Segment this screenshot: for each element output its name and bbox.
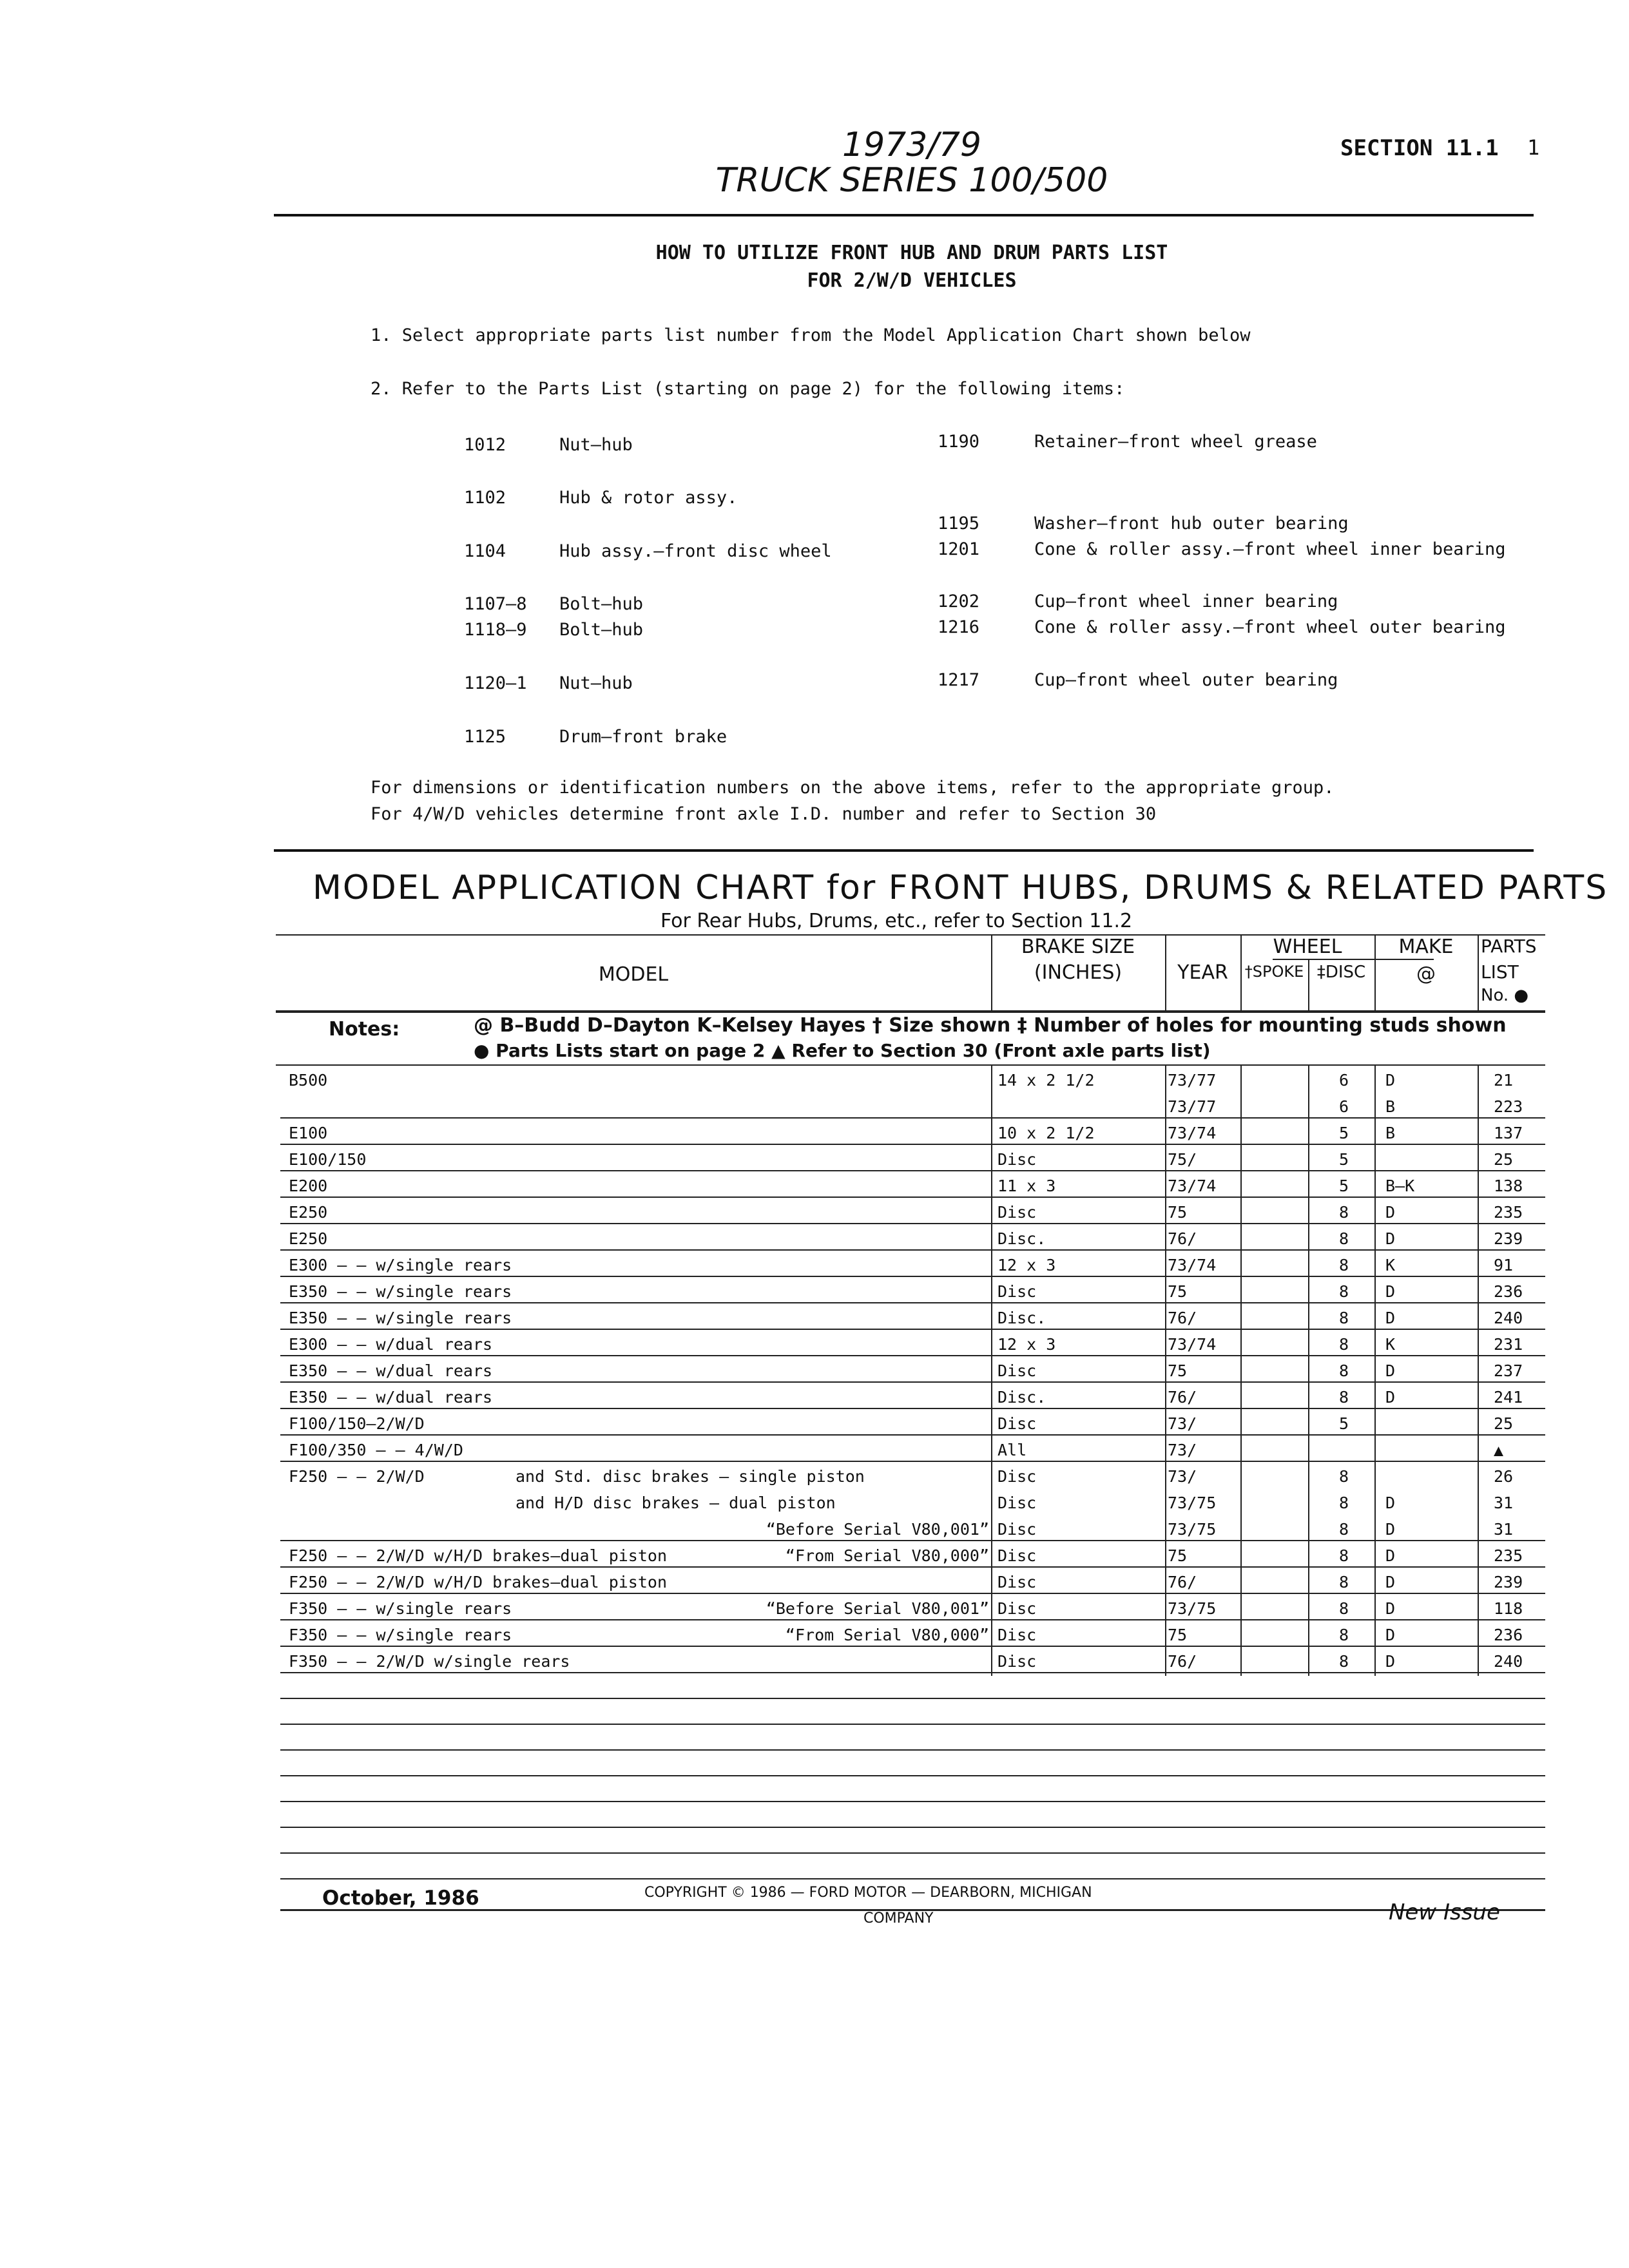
cell-disc-holes: 8 <box>1339 1229 1349 1248</box>
howto-note-1: For dimensions or identification numbers on the above items, refer to the appropriate group. <box>371 778 1335 798</box>
cell-year: 73/74 <box>1168 1124 1217 1142</box>
cell-year: 75 <box>1168 1361 1188 1380</box>
cell-brake-size: Disc <box>998 1282 1037 1301</box>
cell-year: 73/74 <box>1168 1256 1217 1274</box>
cell-brake-size: 11 x 3 <box>998 1177 1056 1195</box>
part-item-description: Cup–front wheel outer bearing <box>1034 670 1338 690</box>
blank-rule <box>280 1724 1545 1725</box>
cell-year: 73/ <box>1168 1441 1197 1459</box>
cell-disc-holes: 5 <box>1339 1177 1349 1195</box>
cell-brake-size: Disc <box>998 1414 1037 1433</box>
chart-subtitle: For Rear Hubs, Drums, etc., refer to Section 11.2 <box>660 910 1133 932</box>
cell-year: 73/75 <box>1168 1599 1217 1618</box>
cell-disc-holes: 8 <box>1339 1546 1349 1565</box>
cell-make: D <box>1385 1599 1396 1618</box>
row-rule <box>280 1329 1545 1330</box>
part-item-number: 1125 <box>464 727 506 747</box>
document-series: TRUCK SERIES 100/500 <box>715 161 1108 200</box>
notes-legend-line2: ● Parts Lists start on page 2 ▲ Refer to Section 30 (Front axle parts list) <box>474 1040 1211 1061</box>
cell-disc-holes: 5 <box>1339 1414 1349 1433</box>
cell-disc-holes: 8 <box>1339 1494 1349 1512</box>
cell-brake-size: Disc <box>998 1573 1037 1591</box>
notes-legend-line1: @ B–Budd D–Dayton K–Kelsey Hayes † Size shown ‡ Number of holes for mounting studs shown <box>474 1014 1507 1037</box>
blank-rule <box>280 1852 1545 1854</box>
col-header-brake-units: (INCHES) <box>1034 961 1123 984</box>
cell-parts-list-no: 25 <box>1494 1150 1514 1169</box>
cell-make: D <box>1385 1071 1396 1090</box>
cell-parts-list-no: 239 <box>1494 1229 1523 1248</box>
part-item-description: Bolt–hub <box>559 620 644 640</box>
col-header-make-symbol: @ <box>1416 963 1436 985</box>
cell-disc-holes: 8 <box>1339 1467 1349 1486</box>
col-header-model: MODEL <box>598 963 669 986</box>
footer-date: October, 1986 <box>322 1887 479 1910</box>
part-item-description: Cone & roller assy.–front wheel outer bearing <box>1034 617 1506 637</box>
howto-step-1: 1. Select appropriate parts list number from the Model Application Chart shown below <box>371 325 1251 345</box>
blank-rule <box>280 1698 1545 1699</box>
cell-parts-list-no: 31 <box>1494 1494 1514 1512</box>
cell-disc-holes: 5 <box>1339 1150 1349 1169</box>
row-rule <box>280 1566 1545 1568</box>
row-rule <box>280 1196 1545 1198</box>
cell-brake-size: All <box>998 1441 1027 1459</box>
cell-model: E250 <box>289 1229 328 1248</box>
cell-make: B–K <box>1385 1177 1415 1195</box>
row-rule <box>280 1408 1545 1409</box>
howto-note-2: For 4/W/D vehicles determine front axle I.D. number and refer to Section 30 <box>371 804 1157 824</box>
cell-model: E300 – – w/single rears <box>289 1256 512 1274</box>
part-item-description: Hub assy.–front disc wheel <box>559 541 832 561</box>
blank-rule <box>280 1878 1545 1879</box>
header-divider <box>1478 934 1479 1010</box>
cell-model: E250 <box>289 1203 328 1222</box>
part-item-number: 1120–1 <box>464 673 527 693</box>
footer-status: New Issue <box>1389 1899 1500 1925</box>
cell-parts-list-no: 25 <box>1494 1414 1514 1433</box>
part-item-number: 1216 <box>938 617 980 637</box>
row-rule <box>280 1302 1545 1303</box>
part-item-number: 1201 <box>938 539 980 559</box>
cell-model: E350 – – w/single rears <box>289 1309 512 1327</box>
column-divider <box>991 1064 992 1676</box>
row-rule <box>280 1540 1545 1541</box>
part-item-number: 1102 <box>464 488 506 508</box>
row-rule <box>280 1249 1545 1251</box>
part-item-number: 1202 <box>938 591 980 611</box>
cell-brake-size: Disc. <box>998 1309 1046 1327</box>
cell-make: K <box>1385 1335 1396 1354</box>
cell-disc-holes: 8 <box>1339 1573 1349 1591</box>
col-header-no: No. ● <box>1481 986 1529 1005</box>
cell-model: E200 <box>289 1177 328 1195</box>
cell-year: 73/ <box>1168 1467 1197 1486</box>
cell-parts-list-no: 236 <box>1494 1626 1523 1644</box>
cell-brake-size: Disc. <box>998 1229 1046 1248</box>
row-rule <box>280 1434 1545 1436</box>
cell-parts-list-no: 118 <box>1494 1599 1523 1618</box>
blank-rule <box>280 1749 1545 1751</box>
cell-parts-list-no: 26 <box>1494 1467 1514 1486</box>
row-rule <box>280 1381 1545 1383</box>
cell-brake-size: 12 x 3 <box>998 1335 1056 1354</box>
row-rule <box>280 1223 1545 1224</box>
row-rule <box>280 1117 1545 1119</box>
col-header-wheel: WHEEL <box>1273 936 1342 958</box>
cell-make: D <box>1385 1494 1396 1512</box>
cell-parts-list-no: 241 <box>1494 1388 1523 1407</box>
part-item-description: Nut–hub <box>559 435 633 455</box>
cell-year: 76/ <box>1168 1652 1197 1671</box>
cell-brake-size: Disc <box>998 1150 1037 1169</box>
cell-parts-list-no: 236 <box>1494 1282 1523 1301</box>
cell-model-note: and Std. disc brakes – single piston <box>516 1467 865 1486</box>
cell-model: F350 – – w/single rears <box>289 1626 512 1644</box>
col-header-make: MAKE <box>1398 936 1454 958</box>
cell-parts-list-no: 223 <box>1494 1097 1523 1116</box>
column-divider <box>1240 1064 1242 1676</box>
cell-disc-holes: 8 <box>1339 1652 1349 1671</box>
col-header-year: YEAR <box>1177 961 1228 984</box>
page-number: 1 <box>1527 135 1540 160</box>
cell-model-note: and H/D disc brakes – dual piston <box>516 1494 836 1512</box>
cell-year: 73/74 <box>1168 1335 1217 1354</box>
column-divider <box>1165 1064 1166 1676</box>
cell-disc-holes: 5 <box>1339 1124 1349 1142</box>
cell-year: 73/77 <box>1168 1097 1217 1116</box>
part-item-description: Drum–front brake <box>559 727 728 747</box>
row-rule <box>280 1646 1545 1647</box>
cell-parts-list-no: 237 <box>1494 1361 1523 1380</box>
cell-model: F250 – – 2/W/D w/H/D brakes–dual piston <box>289 1573 667 1591</box>
cell-brake-size: Disc <box>998 1546 1037 1565</box>
col-header-list: LIST <box>1481 961 1519 983</box>
howto-title-line2: FOR 2/W/D VEHICLES <box>807 269 1017 292</box>
cell-year: 73/ <box>1168 1414 1197 1433</box>
cell-disc-holes: 8 <box>1339 1282 1349 1301</box>
cell-make: D <box>1385 1309 1396 1327</box>
cell-disc-holes: 6 <box>1339 1097 1349 1116</box>
chart-title: MODEL APPLICATION CHART for FRONT HUBS, DRUMS & RELATED PARTS <box>313 869 1608 907</box>
footer-copyright: COPYRIGHT © 1986 — FORD MOTOR — DEARBORN, MICHIGAN <box>644 1885 1092 1901</box>
part-item-number: 1217 <box>938 670 980 690</box>
cell-serial-qualifier: “From Serial V80,000” <box>785 1546 989 1565</box>
cell-disc-holes: 8 <box>1339 1203 1349 1222</box>
cell-model: F350 – – w/single rears <box>289 1599 512 1618</box>
cell-parts-list-no: 31 <box>1494 1520 1514 1539</box>
cell-serial-qualifier: “Before Serial V80,001” <box>766 1520 989 1539</box>
cell-model: E350 – – w/dual rears <box>289 1361 493 1380</box>
cell-year: 75 <box>1168 1282 1188 1301</box>
cell-year: 76/ <box>1168 1388 1197 1407</box>
cell-make: D <box>1385 1282 1396 1301</box>
cell-parts-list-no: 235 <box>1494 1546 1523 1565</box>
cell-model: F100/150–2/W/D <box>289 1414 425 1433</box>
cell-brake-size: Disc <box>998 1626 1037 1644</box>
cell-brake-size: Disc <box>998 1520 1037 1539</box>
cell-brake-size: 14 x 2 1/2 <box>998 1071 1095 1090</box>
blank-rule <box>280 1775 1545 1776</box>
cell-parts-list-no: 137 <box>1494 1124 1523 1142</box>
row-rule <box>280 1170 1545 1171</box>
cell-brake-size: Disc <box>998 1361 1037 1380</box>
cell-model: F250 – – 2/W/D <box>289 1467 425 1486</box>
column-divider <box>1308 1064 1309 1676</box>
cell-brake-size: Disc <box>998 1599 1037 1618</box>
cell-make: D <box>1385 1361 1396 1380</box>
cell-year: 76/ <box>1168 1573 1197 1591</box>
cell-make: D <box>1385 1546 1396 1565</box>
cell-brake-size: 12 x 3 <box>998 1256 1056 1274</box>
row-rule <box>280 1619 1545 1620</box>
cell-model: E350 – – w/single rears <box>289 1282 512 1301</box>
notes-bottom-rule <box>276 1064 1545 1066</box>
cell-serial-qualifier: “From Serial V80,000” <box>785 1626 989 1644</box>
cell-year: 73/74 <box>1168 1177 1217 1195</box>
cell-disc-holes: 8 <box>1339 1256 1349 1274</box>
cell-year: 75 <box>1168 1546 1188 1565</box>
cell-disc-holes: 8 <box>1339 1335 1349 1354</box>
row-rule <box>280 1144 1545 1145</box>
row-rule <box>280 1355 1545 1356</box>
howto-step-2: 2. Refer to the Parts List (starting on page 2) for the following items: <box>371 379 1125 399</box>
cell-parts-list-no: 91 <box>1494 1256 1514 1274</box>
cell-brake-size: 10 x 2 1/2 <box>998 1124 1095 1142</box>
part-item-description: Cone & roller assy.–front wheel inner bearing <box>1034 539 1506 559</box>
cell-model: F100/350 – – 4/W/D <box>289 1441 463 1459</box>
cell-disc-holes: 8 <box>1339 1388 1349 1407</box>
part-item-number: 1190 <box>938 432 980 452</box>
cell-parts-list-no: 21 <box>1494 1071 1514 1090</box>
cell-brake-size: Disc <box>998 1467 1037 1486</box>
cell-parts-list-no: 138 <box>1494 1177 1523 1195</box>
cell-year: 73/77 <box>1168 1071 1217 1090</box>
cell-disc-holes: 8 <box>1339 1520 1349 1539</box>
blank-rule <box>280 1827 1545 1828</box>
row-rule <box>280 1276 1545 1277</box>
part-item-description: Retainer–front wheel grease <box>1034 432 1317 452</box>
section-number: SECTION 11.1 <box>1340 135 1499 161</box>
cell-model: F350 – – 2/W/D w/single rears <box>289 1652 570 1671</box>
part-item-description: Bolt–hub <box>559 594 644 614</box>
cell-brake-size: Disc. <box>998 1388 1046 1407</box>
part-item-description: Hub & rotor assy. <box>559 488 738 508</box>
cell-make: B <box>1385 1097 1396 1116</box>
cell-disc-holes: 6 <box>1339 1071 1349 1090</box>
cell-disc-holes: 8 <box>1339 1361 1349 1380</box>
cell-year: 75/ <box>1168 1150 1197 1169</box>
cell-parts-list-no: 240 <box>1494 1652 1523 1671</box>
cell-year: 75 <box>1168 1626 1188 1644</box>
cell-year: 75 <box>1168 1203 1188 1222</box>
cell-disc-holes: 8 <box>1339 1626 1349 1644</box>
footer-copyright-company: COMPANY <box>863 1910 934 1927</box>
document-year: 1973/79 <box>842 126 982 164</box>
column-divider <box>1374 1064 1376 1676</box>
cell-parts-list-no: 235 <box>1494 1203 1523 1222</box>
col-header-brake-size: BRAKE SIZE <box>1021 936 1135 958</box>
cell-model: E350 – – w/dual rears <box>289 1388 493 1407</box>
cell-parts-list-no: 240 <box>1494 1309 1523 1327</box>
cell-parts-list-no: ▲ <box>1494 1441 1504 1459</box>
cell-brake-size: Disc <box>998 1652 1037 1671</box>
notes-label: Notes: <box>329 1018 400 1041</box>
blank-rule <box>280 1801 1545 1802</box>
cell-make: D <box>1385 1203 1396 1222</box>
row-rule <box>280 1593 1545 1594</box>
part-item-number: 1104 <box>464 541 506 561</box>
cell-make: D <box>1385 1229 1396 1248</box>
cell-model: B500 <box>289 1071 328 1090</box>
cell-model: E300 – – w/dual rears <box>289 1335 493 1354</box>
howto-title-line1: HOW TO UTILIZE FRONT HUB AND DRUM PARTS LIST <box>655 242 1168 264</box>
part-item-number: 1107–8 <box>464 594 527 614</box>
cell-brake-size: Disc <box>998 1494 1037 1512</box>
part-item-number: 1012 <box>464 435 506 455</box>
cell-make: D <box>1385 1520 1396 1539</box>
section-rule <box>274 849 1534 852</box>
col-header-disc: ‡DISC <box>1316 963 1366 982</box>
col-header-spoke: †SPOKE <box>1244 963 1304 981</box>
header-rule <box>274 214 1534 216</box>
cell-parts-list-no: 239 <box>1494 1573 1523 1591</box>
cell-year: 73/75 <box>1168 1494 1217 1512</box>
cell-make: B <box>1385 1124 1396 1142</box>
cell-make: D <box>1385 1652 1396 1671</box>
part-item-description: Cup–front wheel inner bearing <box>1034 591 1338 611</box>
row-rule <box>280 1672 1545 1673</box>
cell-model: E100 <box>289 1124 328 1142</box>
cell-year: 76/ <box>1168 1309 1197 1327</box>
part-item-number: 1195 <box>938 514 980 533</box>
row-rule <box>280 1461 1545 1462</box>
cell-model: E100/150 <box>289 1150 367 1169</box>
cell-make: K <box>1385 1256 1396 1274</box>
col-header-parts: PARTS <box>1481 936 1537 957</box>
cell-make: D <box>1385 1388 1396 1407</box>
column-divider <box>1478 1064 1479 1676</box>
cell-parts-list-no: 231 <box>1494 1335 1523 1354</box>
cell-year: 73/75 <box>1168 1520 1217 1539</box>
cell-year: 76/ <box>1168 1229 1197 1248</box>
cell-serial-qualifier: “Before Serial V80,001” <box>766 1599 989 1618</box>
cell-make: D <box>1385 1573 1396 1591</box>
wheel-subheader-rule <box>1273 959 1434 960</box>
header-bottom-rule <box>276 1010 1545 1013</box>
cell-brake-size: Disc <box>998 1203 1037 1222</box>
cell-disc-holes: 8 <box>1339 1599 1349 1618</box>
cell-disc-holes: 8 <box>1339 1309 1349 1327</box>
cell-model: F250 – – 2/W/D w/H/D brakes–dual piston <box>289 1546 667 1565</box>
cell-make: D <box>1385 1626 1396 1644</box>
part-item-description: Nut–hub <box>559 673 633 693</box>
part-item-description: Washer–front hub outer bearing <box>1034 514 1349 533</box>
part-item-number: 1118–9 <box>464 620 527 640</box>
